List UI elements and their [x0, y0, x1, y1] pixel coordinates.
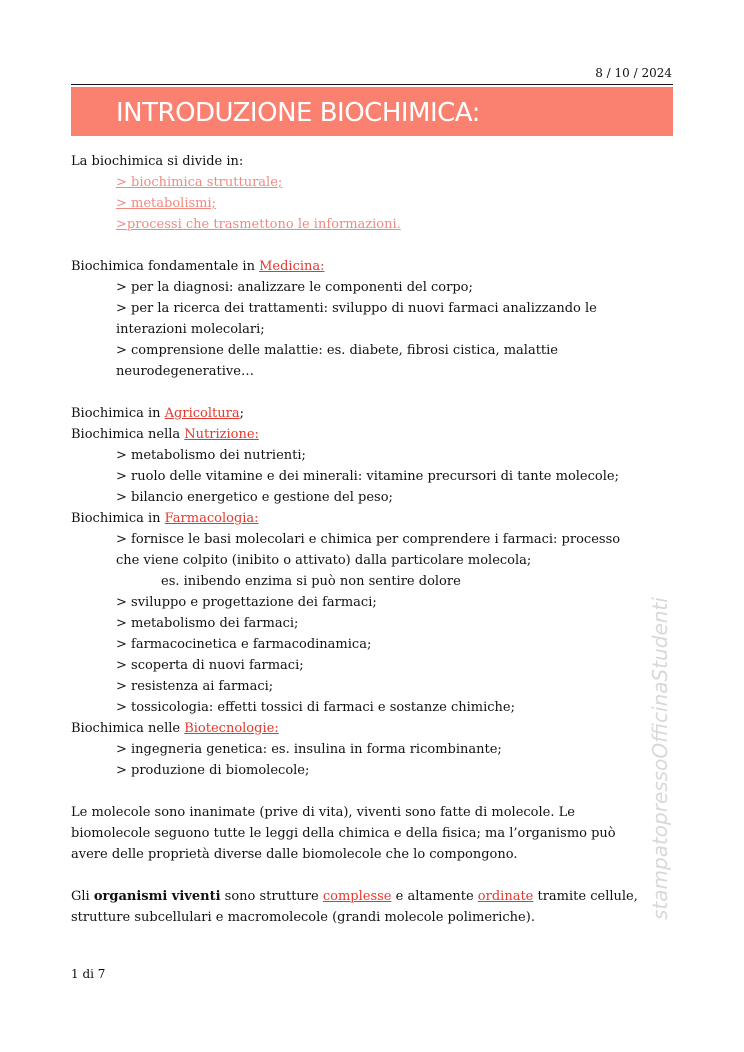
list-item: > farmacocinetica e farmacodinamica;: [116, 637, 372, 652]
farmacologia-heading: Biochimica in Farmacologia:: [71, 511, 259, 526]
example-line: es. inibendo enzima si può non sentire dolore: [161, 574, 461, 589]
medicina-link: Medicina:: [259, 259, 325, 274]
list-item: > resistenza ai farmaci;: [116, 679, 274, 694]
paragraph-line: Gli organismi viventi sono strutture complesse e altamente ordinate tramite cellule,: [71, 889, 638, 904]
intro-lead: La biochimica si divide in:: [71, 154, 244, 169]
paragraph-line: biomolecole seguono tutte le leggi della chimica e della fisica; ma l’organismo può: [71, 826, 616, 841]
list-item: > per la diagnosi: analizzare le componenti del corpo;: [116, 280, 473, 295]
list-item: > comprensione delle malattie: es. diabete, fibrosi cistica, malattie: [116, 343, 558, 358]
intro-item: >processi che trasmettono le informazioni.: [116, 217, 401, 232]
nutrizione-heading: Biochimica nella Nutrizione:: [71, 427, 259, 442]
list-item: interazioni molecolari;: [116, 322, 265, 337]
page-number: 1 di 7: [71, 967, 106, 981]
list-item: che viene colpito (inibito o attivato) dalla particolare molecola;: [116, 553, 532, 568]
paragraph-line: Le molecole sono inanimate (prive di vita), viventi sono fatte di molecole. Le: [71, 805, 575, 820]
biotecnologie-heading: Biochimica nelle Biotecnologie:: [71, 721, 279, 736]
nutrizione-link: Nutrizione:: [184, 427, 259, 442]
list-item: > scoperta di nuovi farmaci;: [116, 658, 304, 673]
list-item: neurodegenerative…: [116, 364, 254, 379]
list-item: > ruolo delle vitamine e dei minerali: vitamine precursori di tante molecole;: [116, 469, 619, 484]
paragraph-line: strutture subcellulari e macromolecole (grandi molecole polimeriche).: [71, 910, 535, 925]
bold-term: organismi viventi: [93, 889, 221, 904]
document-body: [71, 151, 673, 928]
list-item: > metabolismo dei nutrienti;: [116, 448, 306, 463]
intro-item: > metabolismi;: [116, 196, 217, 211]
paragraph-line: avere delle proprietà diverse dalle biomolecole che lo compongono.: [71, 847, 518, 862]
list-item: > fornisce le basi molecolari e chimica per comprendere i farmaci: processo: [116, 532, 621, 547]
watermark: stampatopressoOfficinaStudenti: [648, 597, 672, 920]
title-banner: [71, 87, 673, 136]
date: 8 / 10 / 2024: [595, 66, 672, 80]
agricoltura-heading: Biochimica in Agricoltura;: [71, 406, 244, 421]
agricoltura-link: Agricoltura: [164, 406, 240, 421]
header-divider: [71, 84, 673, 85]
list-item: > metabolismo dei farmaci;: [116, 616, 299, 631]
page-title: INTRODUZIONE BIOCHIMICA:: [116, 98, 480, 128]
term-ordinate: ordinate: [477, 889, 534, 904]
list-item: > tossicologia: effetti tossici di farmaci e sostanze chimiche;: [116, 700, 515, 715]
list-item: > ingegneria genetica: es. insulina in forma ricombinante;: [116, 742, 502, 757]
list-item: > sviluppo e progettazione dei farmaci;: [116, 595, 377, 610]
medicina-heading: Biochimica fondamentale in Medicina:: [71, 259, 325, 274]
intro-item: > biochimica strutturale;: [116, 175, 283, 190]
farmacologia-link: Farmacologia:: [164, 511, 259, 526]
list-item: > per la ricerca dei trattamenti: sviluppo di nuovi farmaci analizzando le: [116, 301, 597, 316]
biotecnologie-link: Biotecnologie:: [184, 721, 279, 736]
list-item: > bilancio energetico e gestione del peso;: [116, 490, 393, 505]
list-item: > produzione di biomolecole;: [116, 763, 310, 778]
term-complesse: complesse: [322, 889, 392, 904]
